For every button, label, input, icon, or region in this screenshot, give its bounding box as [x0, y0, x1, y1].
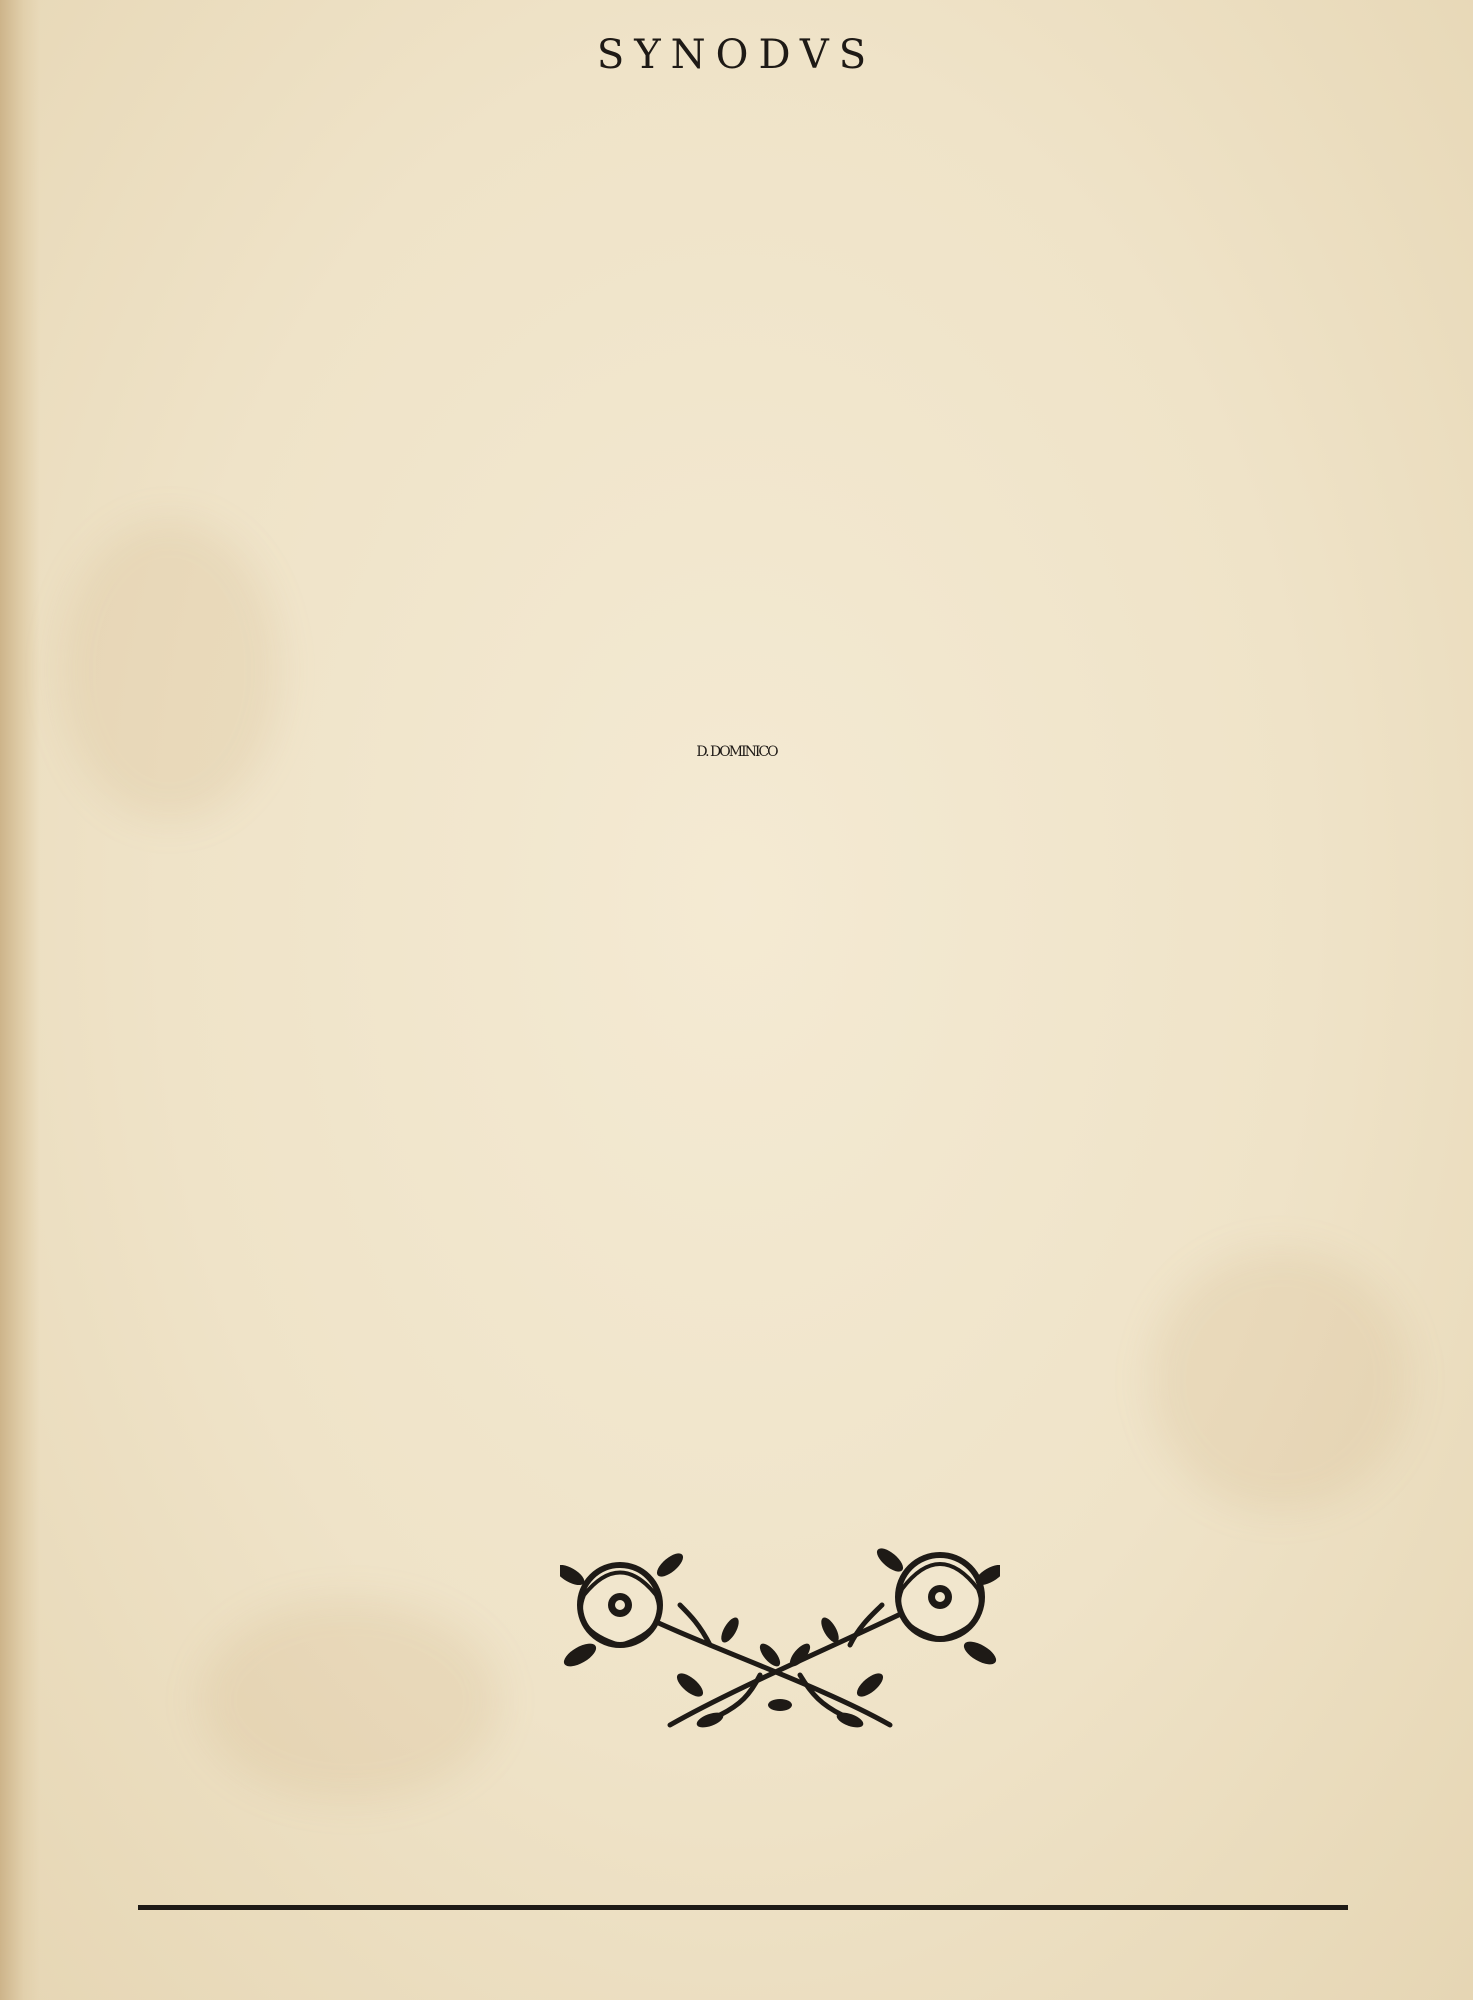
floral-woodcut-ornament-icon — [560, 1535, 1000, 1735]
foxing-stain — [60, 520, 280, 820]
title-synodus: SYNODVS — [596, 32, 877, 78]
binding-gutter — [0, 0, 40, 2000]
foxing-stain — [1150, 1250, 1410, 1510]
horizontal-rule — [138, 1905, 1348, 1910]
bishop-name: D. DOMINICO — [696, 744, 777, 760]
foxing-stain — [200, 1600, 500, 1800]
